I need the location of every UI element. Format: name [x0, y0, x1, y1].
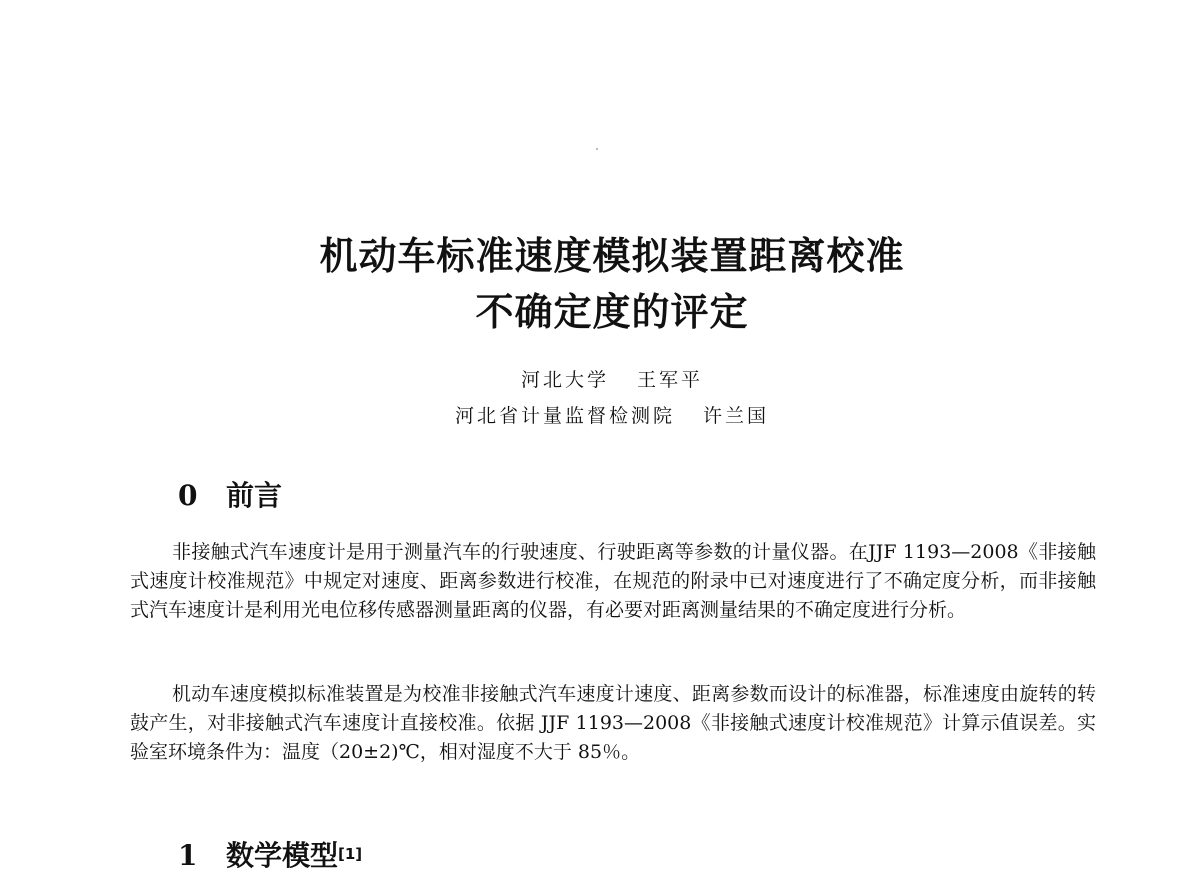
scan-speck — [596, 148, 598, 150]
author-line-2 — [12, 402, 1200, 430]
section-heading-0 — [178, 476, 282, 516]
author-affiliation: 河北大学 — [520, 369, 609, 391]
paper-title-line-1: 机动车标准速度模拟装置距离校准 — [319, 234, 905, 278]
paragraph-intro-1: 非接触式汽车速度计是用于测量汽车的行驶速度、行驶距离等参数的计量仪器。在JJF 1193—2008《非接触式速度计校准规范》中规定对速度、距离参数进行校准，在规范的附录中已对速度进行了不确定度分析，而非接触式汽车速度计是利用光电位移传感器测量距离的仪器，有必要对距离测量结果的不确定度进行分析。 — [130, 541, 1096, 621]
author-affiliation: 河北省计量监督检测院 — [454, 405, 675, 427]
section-number: 1 — [178, 839, 198, 872]
paragraph-intro-2: 机动车速度模拟标准装置是为校准非接触式汽车速度计速度、距离参数而设计的标准器，标准速度由旋转的转鼓产生，对非接触式汽车速度计直接校准。依据 JJF 1193—2008《非接触式速度计校准规范》计算示值误差。实验室环境条件为：温度（20±2)℃，相对湿度不大于 85％。 — [130, 683, 1096, 763]
section-title: 数学模型 — [226, 839, 339, 872]
section-heading-1 — [178, 836, 362, 876]
section-number: 0 — [178, 479, 198, 512]
author-name: 王军平 — [637, 369, 704, 391]
section-title: 前言 — [226, 479, 283, 512]
author-line-1 — [12, 366, 1200, 394]
citation-ref[interactable]: [1] — [338, 845, 363, 863]
paper-title-line-2: 不确定度的评定 — [475, 290, 749, 334]
author-name: 许兰国 — [703, 405, 770, 427]
